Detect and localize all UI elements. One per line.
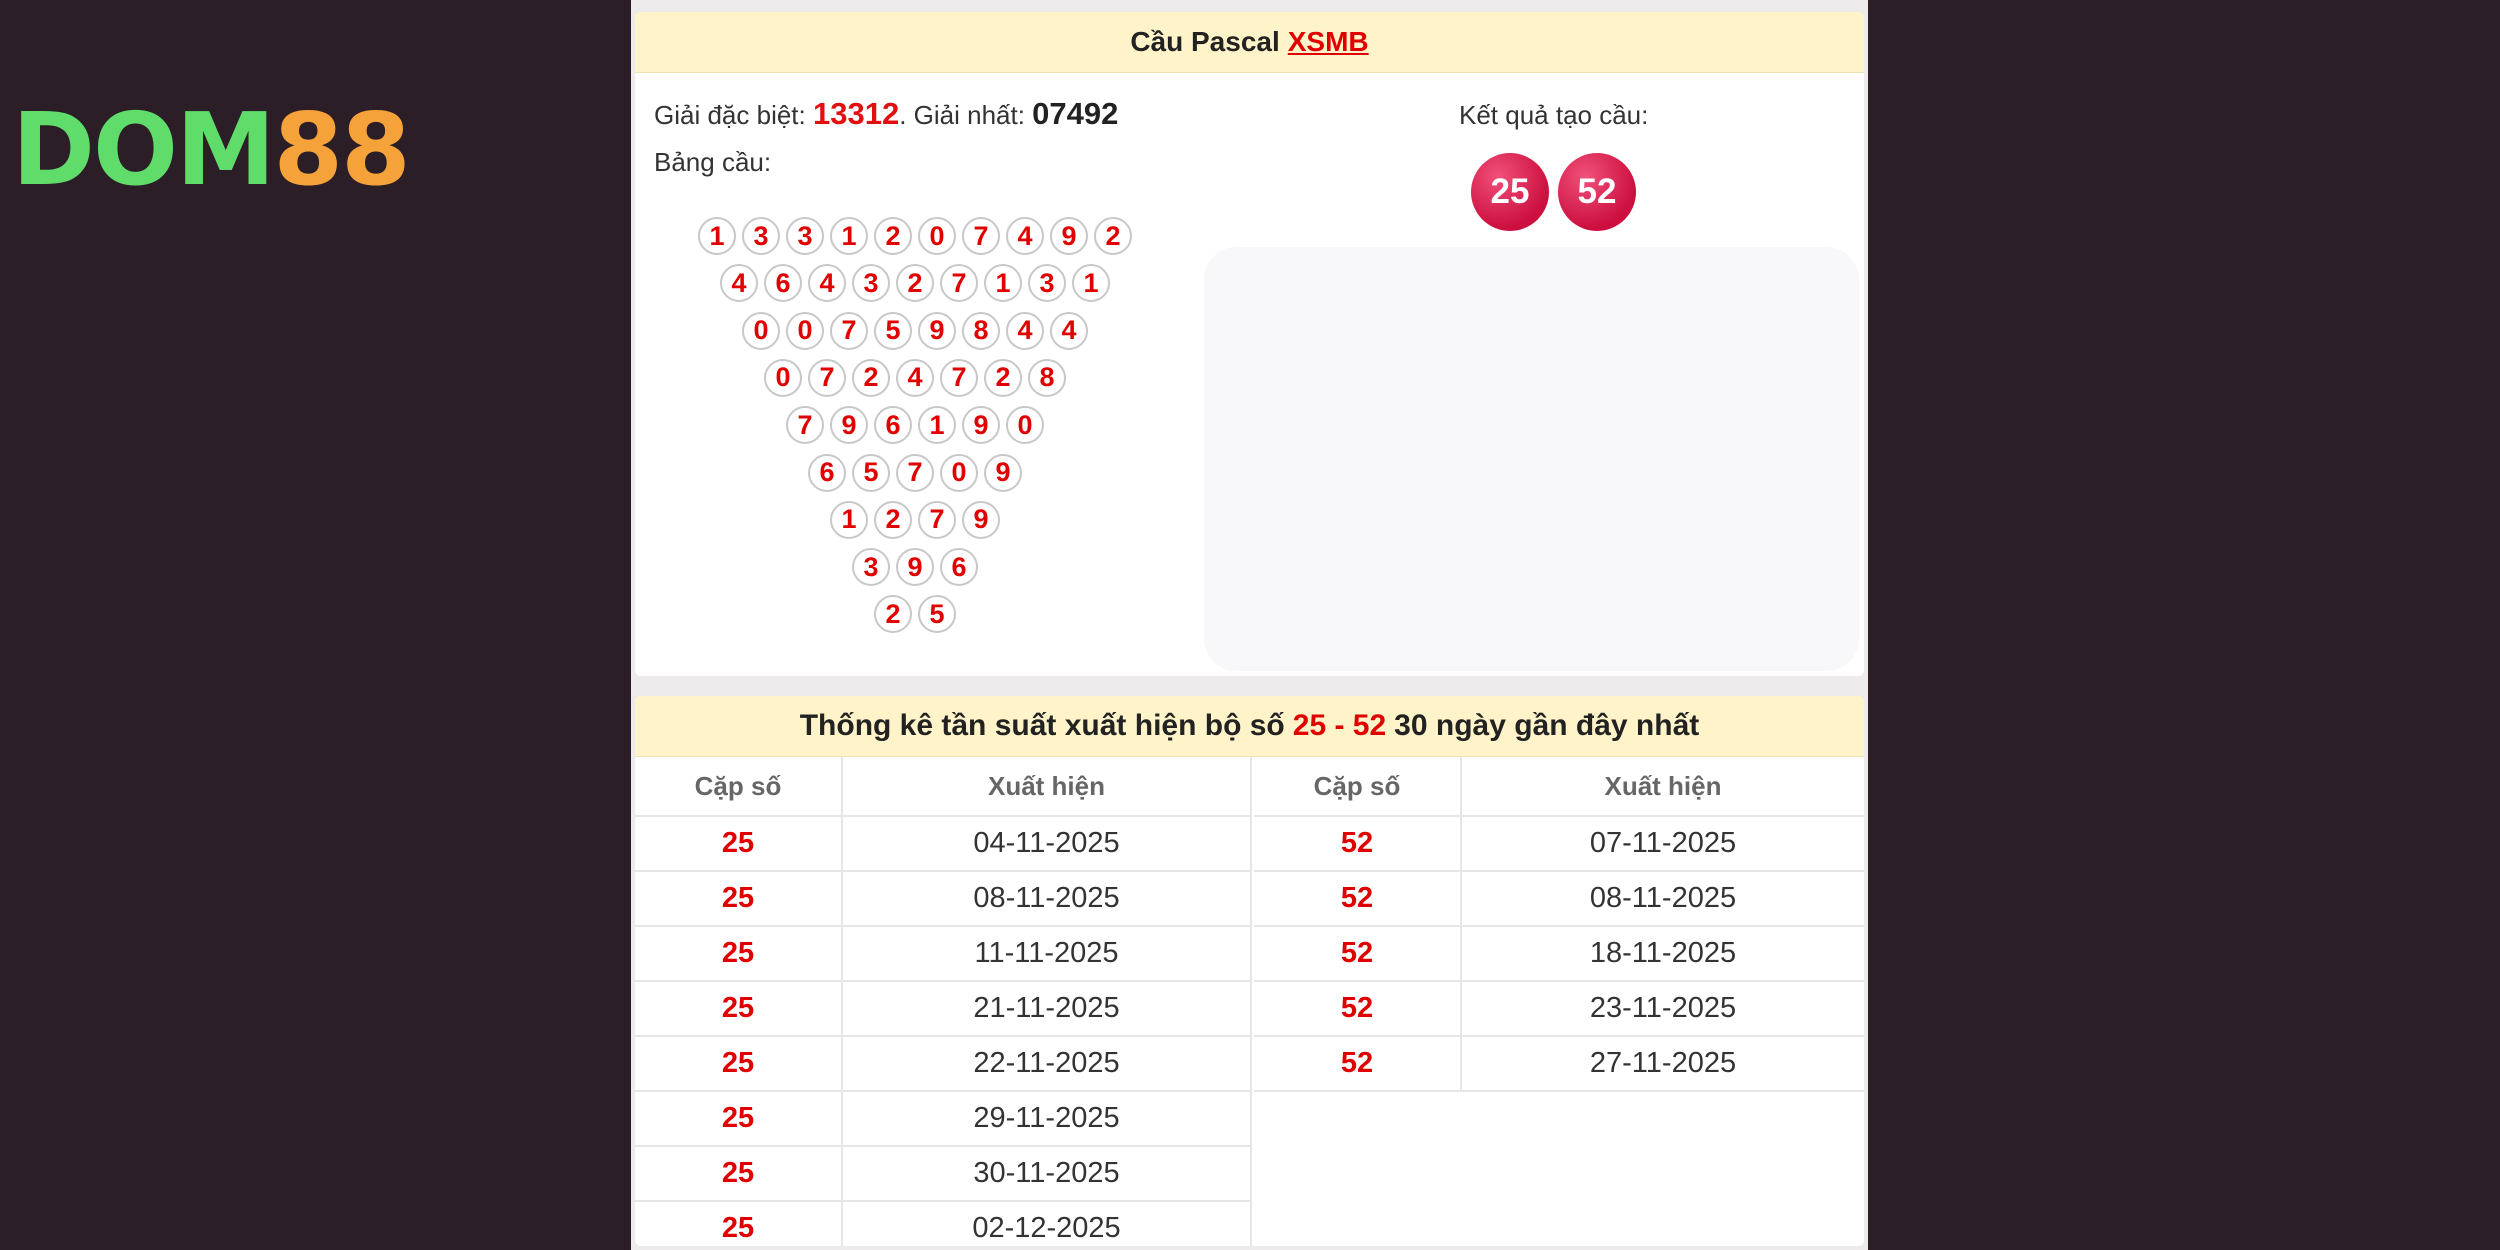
pyramid-row xyxy=(635,312,1195,350)
pyramid-row xyxy=(635,217,1195,255)
pyramid-digit: 2 xyxy=(874,501,912,539)
pyramid-row xyxy=(635,406,1195,444)
pyramid-digit: 9 xyxy=(918,312,956,350)
column-header-pair: Cặp số xyxy=(1254,757,1461,816)
pyramid-digit: 2 xyxy=(1094,217,1132,255)
pyramid-digit: 7 xyxy=(918,501,956,539)
stats-header xyxy=(635,696,1864,757)
column-header-date: Xuất hiện xyxy=(842,757,1251,816)
pyramid-digit: 1 xyxy=(918,406,956,444)
xsmb-link[interactable]: XSMB xyxy=(1287,26,1369,57)
pyramid-digit: 1 xyxy=(830,217,868,255)
pyramid-digit: 7 xyxy=(786,406,824,444)
table-row xyxy=(1254,816,1864,871)
pyramid-digit: 4 xyxy=(1006,312,1044,350)
pair-cell: 25 xyxy=(635,871,842,926)
pyramid-digit: 3 xyxy=(786,217,824,255)
pair-cell: 25 xyxy=(635,1091,842,1146)
table-row xyxy=(635,926,1251,981)
stats-table-right xyxy=(1254,757,1864,1092)
date-cell: 11-11-2025 xyxy=(842,926,1251,981)
pyramid-digit: 3 xyxy=(852,548,890,586)
pyramid-row xyxy=(635,264,1195,302)
pair-cell: 52 xyxy=(1254,816,1461,871)
date-cell: 08-11-2025 xyxy=(1461,871,1864,926)
pyramid-digit: 6 xyxy=(764,264,802,302)
pyramid-digit: 2 xyxy=(874,595,912,633)
pyramid-digit: 7 xyxy=(940,264,978,302)
result-balls xyxy=(1471,153,1636,231)
logo-text-88: 88 xyxy=(273,91,409,208)
pyramid-digit: 2 xyxy=(874,217,912,255)
pascal-card xyxy=(635,12,1864,676)
table-row xyxy=(635,1146,1251,1201)
table-row xyxy=(635,1091,1251,1146)
pyramid-row xyxy=(635,501,1195,539)
pyramid-digit: 7 xyxy=(962,217,1000,255)
stats-table-left xyxy=(635,757,1252,1246)
pascal-table-label: Bảng cầu: xyxy=(654,147,772,177)
pyramid-digit: 0 xyxy=(742,312,780,350)
pyramid-digit: 8 xyxy=(962,312,1000,350)
stats-title-suffix: 30 ngày gần đây nhất xyxy=(1394,709,1700,742)
result-ball: 25 xyxy=(1471,153,1549,231)
pyramid-digit: 9 xyxy=(962,501,1000,539)
pyramid-digit: 9 xyxy=(1050,217,1088,255)
pyramid-digit: 0 xyxy=(1006,406,1044,444)
pascal-pyramid xyxy=(635,12,1195,652)
pair-cell: 25 xyxy=(635,981,842,1036)
pyramid-digit: 5 xyxy=(874,312,912,350)
table-row xyxy=(635,1036,1251,1091)
pyramid-digit: 4 xyxy=(896,359,934,397)
pair-cell: 52 xyxy=(1254,1036,1461,1091)
brand-logo[interactable] xyxy=(12,91,409,208)
pyramid-digit: 1 xyxy=(1072,264,1110,302)
date-cell: 21-11-2025 xyxy=(842,981,1251,1036)
pyramid-row xyxy=(635,595,1195,633)
pyramid-digit: 0 xyxy=(940,454,978,492)
pyramid-digit: 7 xyxy=(808,359,846,397)
date-cell: 29-11-2025 xyxy=(842,1091,1251,1146)
special-prize-label: Giải đặc biệt: xyxy=(654,100,806,130)
stats-title-pair: 25 - 52 xyxy=(1292,709,1387,742)
pyramid-row xyxy=(635,548,1195,586)
pair-cell: 25 xyxy=(635,816,842,871)
pyramid-digit: 3 xyxy=(1028,264,1066,302)
pair-cell: 25 xyxy=(635,1146,842,1201)
pyramid-digit: 0 xyxy=(918,217,956,255)
table-row xyxy=(635,1201,1251,1246)
logo-text-dom: DOM xyxy=(12,91,274,208)
pyramid-digit: 1 xyxy=(984,264,1022,302)
pyramid-digit: 4 xyxy=(720,264,758,302)
pair-cell: 25 xyxy=(635,1201,842,1246)
date-cell: 02-12-2025 xyxy=(842,1201,1251,1246)
pyramid-digit: 0 xyxy=(786,312,824,350)
date-cell: 27-11-2025 xyxy=(1461,1036,1864,1091)
pyramid-digit: 5 xyxy=(918,595,956,633)
first-prize-value: 07492 xyxy=(1032,96,1119,131)
special-prize-value: 13312 xyxy=(812,96,900,131)
result-ball: 52 xyxy=(1558,153,1636,231)
date-cell: 04-11-2025 xyxy=(842,816,1251,871)
table-row xyxy=(635,816,1251,871)
pair-cell: 25 xyxy=(635,926,842,981)
column-header-pair: Cặp số xyxy=(635,757,842,816)
pyramid-digit: 3 xyxy=(742,217,780,255)
pyramid-digit: 6 xyxy=(940,548,978,586)
first-prize-label: . Giải nhất: xyxy=(899,100,1025,130)
ad-placeholder xyxy=(1204,247,1859,671)
pyramid-digit: 0 xyxy=(764,359,802,397)
table-row xyxy=(1254,981,1864,1036)
pyramid-digit: 9 xyxy=(962,406,1000,444)
pyramid-digit: 6 xyxy=(874,406,912,444)
date-cell: 07-11-2025 xyxy=(1461,816,1864,871)
pyramid-digit: 7 xyxy=(940,359,978,397)
pyramid-digit: 9 xyxy=(830,406,868,444)
pair-cell: 52 xyxy=(1254,981,1461,1036)
table-row xyxy=(1254,926,1864,981)
pyramid-digit: 4 xyxy=(1006,217,1044,255)
column-header-date: Xuất hiện xyxy=(1461,757,1864,816)
pyramid-digit: 8 xyxy=(1028,359,1066,397)
pyramid-digit: 2 xyxy=(896,264,934,302)
pair-cell: 25 xyxy=(635,1036,842,1091)
result-label: Kết quả tạo cầu: xyxy=(1459,100,1649,130)
pyramid-digit: 9 xyxy=(896,548,934,586)
date-cell: 22-11-2025 xyxy=(842,1036,1251,1091)
table-row xyxy=(1254,871,1864,926)
date-cell: 18-11-2025 xyxy=(1461,926,1864,981)
stats-card xyxy=(635,696,1864,1246)
pyramid-digit: 4 xyxy=(808,264,846,302)
date-cell: 30-11-2025 xyxy=(842,1146,1251,1201)
pyramid-digit: 3 xyxy=(852,264,890,302)
pascal-title: Cầu Pascal xyxy=(1130,26,1280,57)
table-row xyxy=(635,871,1251,926)
pyramid-digit: 9 xyxy=(984,454,1022,492)
pyramid-row xyxy=(635,359,1195,397)
content-panel xyxy=(631,0,1868,1250)
pyramid-digit: 6 xyxy=(808,454,846,492)
pyramid-digit: 1 xyxy=(830,501,868,539)
stats-title-prefix: Thống kê tần suất xuất hiện bộ số xyxy=(799,709,1285,742)
pyramid-digit: 2 xyxy=(852,359,890,397)
pair-cell: 52 xyxy=(1254,926,1461,981)
pair-cell: 52 xyxy=(1254,871,1461,926)
table-row xyxy=(635,981,1251,1036)
pyramid-digit: 2 xyxy=(984,359,1022,397)
pyramid-digit: 7 xyxy=(896,454,934,492)
pyramid-digit: 1 xyxy=(698,217,736,255)
pyramid-digit: 5 xyxy=(852,454,890,492)
pyramid-digit: 4 xyxy=(1050,312,1088,350)
pyramid-row xyxy=(635,454,1195,492)
date-cell: 08-11-2025 xyxy=(842,871,1251,926)
pyramid-digit: 7 xyxy=(830,312,868,350)
date-cell: 23-11-2025 xyxy=(1461,981,1864,1036)
table-row xyxy=(1254,1036,1864,1091)
